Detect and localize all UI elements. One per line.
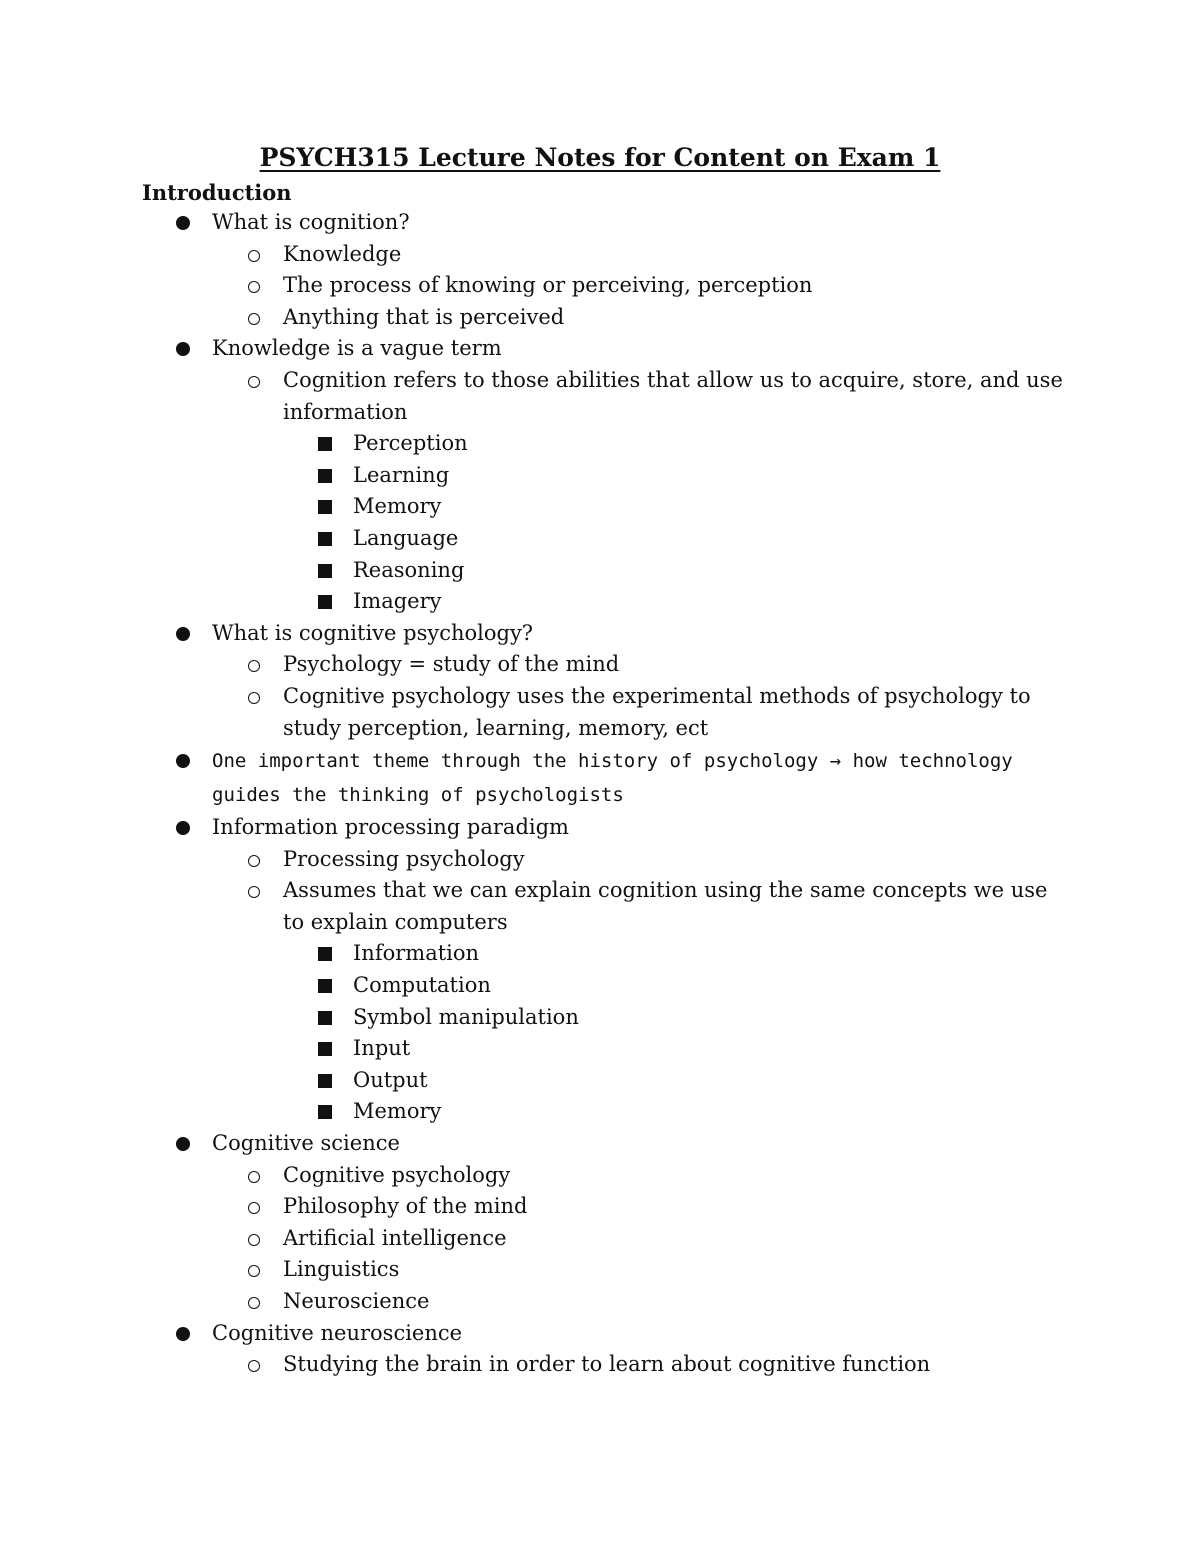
list-item-text: Linguistics: [283, 1257, 400, 1282]
list-item: [0, 1033, 1200, 1065]
list-item-text: Psychology = study of the mind: [283, 652, 620, 677]
list-item-text: Perception: [353, 431, 468, 456]
list-item-text: What is cognitive psychology?: [212, 620, 534, 645]
filled-square-bullet-icon: [318, 586, 332, 618]
filled-square-bullet-icon: [318, 938, 332, 970]
list-item: [0, 1096, 1200, 1128]
filled-square-bullet-icon: [318, 523, 332, 555]
list-item-text: Memory: [353, 494, 442, 519]
filled-square-bullet-icon: [318, 428, 332, 460]
list-item-text: Knowledge: [283, 241, 402, 266]
hollow-circle-bullet-icon: [248, 1286, 260, 1318]
list-item-text: Philosophy of the mind: [283, 1194, 528, 1219]
list-item: [0, 239, 1200, 271]
list-item-text: Input: [353, 1036, 411, 1061]
filled-square-bullet-icon: [318, 1065, 332, 1097]
list-item: [0, 365, 1200, 428]
list-item-text: Memory: [353, 1099, 442, 1124]
document-title: PSYCH315 Lecture Notes for Content on Exam 1: [259, 143, 941, 172]
filled-circle-bullet-icon: [176, 207, 190, 239]
hollow-circle-bullet-icon: [248, 270, 260, 302]
list-item: [0, 428, 1200, 460]
list-item-text: Output: [353, 1067, 428, 1092]
list-item: [0, 1191, 1200, 1223]
list-item: [0, 1223, 1200, 1255]
filled-square-bullet-icon: [318, 460, 332, 492]
hollow-circle-bullet-icon: [248, 681, 260, 713]
list-item: [0, 1349, 1200, 1381]
list-item: [0, 1318, 1200, 1350]
list-item-text: Information: [353, 941, 480, 966]
list-item: [0, 302, 1200, 334]
list-item: [0, 1160, 1200, 1192]
hollow-circle-bullet-icon: [248, 1191, 260, 1223]
list-item: [0, 744, 1200, 812]
notes-list: [0, 207, 1200, 1381]
list-item: [0, 586, 1200, 618]
list-item: [0, 333, 1200, 365]
list-item: [0, 491, 1200, 523]
section-heading: Introduction: [142, 180, 292, 205]
list-item: [0, 555, 1200, 587]
hollow-circle-bullet-icon: [248, 239, 260, 271]
list-item: [0, 1065, 1200, 1097]
list-item-text: Anything that is perceived: [283, 304, 565, 329]
filled-circle-bullet-icon: [176, 812, 190, 844]
list-item: [0, 1254, 1200, 1286]
list-item-text: Imagery: [353, 589, 442, 614]
list-item-text: Information processing paradigm: [212, 815, 569, 840]
list-item-text: Cognitive psychology uses the experimental methods of psychology to study perception, learning, memory, ect: [283, 683, 1031, 740]
filled-circle-bullet-icon: [176, 333, 190, 365]
filled-square-bullet-icon: [318, 491, 332, 523]
filled-circle-bullet-icon: [176, 1128, 190, 1160]
filled-circle-bullet-icon: [176, 618, 190, 650]
hollow-circle-bullet-icon: [248, 1160, 260, 1192]
list-item: [0, 1128, 1200, 1160]
list-item: [0, 1286, 1200, 1318]
list-item: [0, 649, 1200, 681]
list-item: [0, 681, 1200, 744]
filled-square-bullet-icon: [318, 1002, 332, 1034]
list-item-text: Neuroscience: [283, 1289, 430, 1313]
filled-circle-bullet-icon: [176, 744, 190, 777]
filled-square-bullet-icon: [318, 970, 332, 1002]
list-item: [0, 938, 1200, 970]
hollow-circle-bullet-icon: [248, 365, 260, 397]
list-item-text: Processing psychology: [283, 846, 525, 871]
list-item-text: Cognitive neuroscience: [212, 1320, 463, 1345]
list-item-text: Computation: [353, 973, 491, 998]
list-item-text: The process of knowing or perceiving, perception: [283, 273, 813, 298]
list-item: [0, 1002, 1200, 1034]
list-item-text: Language: [353, 525, 459, 550]
filled-square-bullet-icon: [318, 1096, 332, 1128]
list-item: [0, 523, 1200, 555]
list-item-text: Cognitive psychology: [283, 1162, 511, 1187]
list-item: [0, 812, 1200, 844]
hollow-circle-bullet-icon: [248, 875, 260, 907]
list-item-text: Reasoning: [353, 557, 465, 582]
hollow-circle-bullet-icon: [248, 649, 260, 681]
list-item-text: Learning: [353, 462, 450, 487]
list-item-text: Assumes that we can explain cognition using the same concepts we use to explain computers: [283, 878, 1048, 934]
list-item-text: One important theme through the history of psychology → how technology guides the thinking of psychologists: [212, 750, 1013, 807]
filled-square-bullet-icon: [318, 555, 332, 587]
list-item-text: Cognition refers to those abilities that allow us to acquire, store, and use information: [283, 367, 1063, 424]
hollow-circle-bullet-icon: [248, 302, 260, 334]
list-item: [0, 460, 1200, 492]
list-item: [0, 618, 1200, 650]
hollow-circle-bullet-icon: [248, 1254, 260, 1286]
list-item: [0, 207, 1200, 239]
list-item-text: Studying the brain in order to learn about cognitive function: [283, 1352, 931, 1377]
filled-square-bullet-icon: [318, 1033, 332, 1065]
list-item-text: Symbol manipulation: [353, 1004, 579, 1029]
list-item: [0, 875, 1200, 938]
list-item-text: Knowledge is a vague term: [212, 336, 502, 361]
hollow-circle-bullet-icon: [248, 1349, 260, 1381]
hollow-circle-bullet-icon: [248, 1223, 260, 1255]
list-item-text: What is cognition?: [212, 210, 410, 234]
list-item: [0, 270, 1200, 302]
list-item: [0, 844, 1200, 876]
list-item-text: Cognitive science: [212, 1131, 400, 1156]
filled-circle-bullet-icon: [176, 1318, 190, 1350]
hollow-circle-bullet-icon: [248, 844, 260, 876]
list-item: [0, 970, 1200, 1002]
list-item-text: Artificial intelligence: [283, 1225, 507, 1250]
